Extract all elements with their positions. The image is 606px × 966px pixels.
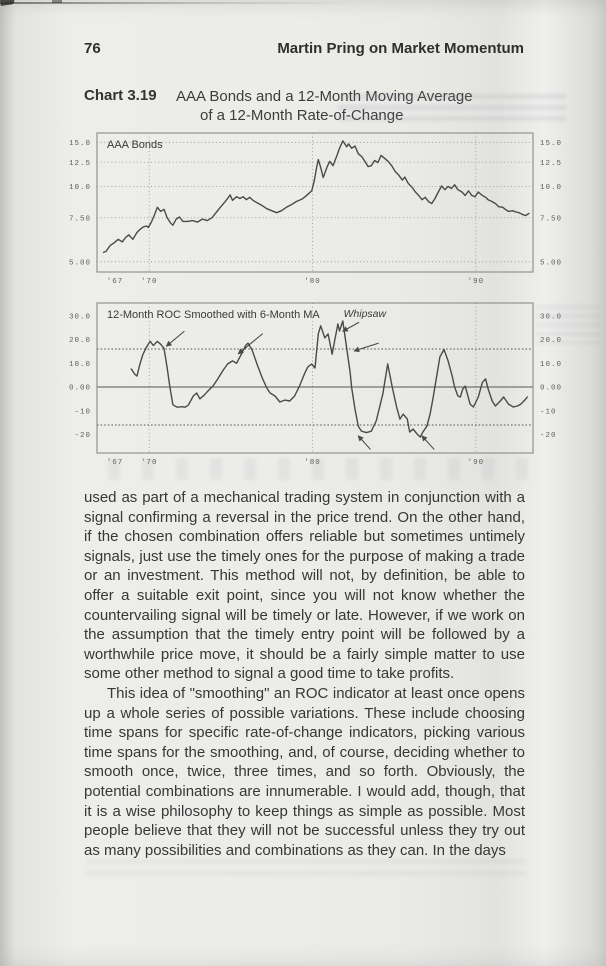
paragraph-1: used as part of a mechanical trading system in conjunction with a signal confirming a reversal in the price trend. On the other hand, if the chosen combination offers reliable but sometimes untimely signals, just use the timely ones for the purpose of making a trade or an investment. This method will not, by definition, be able to offer a suitable exit point, since you will not know whether the countervailing signal will be timely or late. However, if we work on the assumption that the timely entry point will be followed by a worthwhile price move, it should be a fairly simple matter to use some other method to signal a good time to take profits. — [84, 489, 525, 683]
svg-text:'80: '80 — [304, 459, 321, 467]
svg-text:30.0: 30.0 — [68, 313, 91, 322]
svg-text:12.5: 12.5 — [540, 159, 563, 168]
body-text — [84, 488, 525, 860]
svg-text:'67: '67 — [106, 278, 124, 286]
bleed-through-ghost — [86, 458, 536, 480]
svg-text:-10: -10 — [540, 408, 557, 417]
svg-text:10.0: 10.0 — [68, 360, 91, 369]
svg-text:20.0: 20.0 — [68, 337, 91, 346]
page-header — [84, 40, 524, 57]
svg-text:7.50: 7.50 — [540, 215, 563, 224]
svg-text:'90: '90 — [467, 459, 485, 467]
bleed-through-ghost — [536, 300, 602, 344]
svg-text:5.00: 5.00 — [540, 259, 563, 268]
figure-label: Chart 3.19 — [84, 87, 157, 104]
page-number: 76 — [84, 40, 101, 57]
svg-text:20.0: 20.0 — [540, 337, 563, 346]
svg-text:12.5: 12.5 — [68, 159, 91, 168]
svg-text:0.00: 0.00 — [68, 384, 91, 393]
roc-chart — [69, 303, 562, 467]
svg-text:0.00: 0.00 — [540, 384, 563, 393]
svg-text:30.0: 30.0 — [540, 313, 563, 322]
svg-text:AAA Bonds: AAA Bonds — [107, 139, 163, 151]
figure-caption — [176, 87, 473, 125]
scan-dash-artifact — [52, 0, 62, 3]
svg-text:10.0: 10.0 — [68, 184, 91, 193]
running-head: Martin Pring on Market Momentum — [277, 40, 524, 57]
svg-text:15.0: 15.0 — [540, 139, 563, 148]
figure-caption-line1: AAA Bonds and a 12-Month Moving Average — [176, 88, 473, 105]
svg-text:5.00: 5.00 — [68, 259, 91, 268]
svg-text:'80: '80 — [304, 278, 321, 286]
svg-text:10.0: 10.0 — [540, 184, 563, 193]
paragraph-2: This idea of "smoothing" an ROC indicator at least once opens up a whole series of possible variations. These include choosing time spans for specific rate-of-change indicators, picking various time spans for the smoothing, and, of course, deciding whether to smooth once, twice, three times, and so forth. Obviously, the potential combinations are innumerable. I would add, though, that it is a wise philosophy to keep things as simple as possible. Most people believe that they will not be successful unless they try out as many possibilities and combinations as they can. In the days — [84, 684, 525, 859]
svg-text:Whipsaw: Whipsaw — [343, 307, 387, 320]
svg-text:'67: '67 — [106, 459, 124, 467]
svg-text:-20: -20 — [74, 432, 91, 441]
svg-text:'90: '90 — [467, 278, 485, 286]
svg-text:10.0: 10.0 — [540, 360, 563, 369]
figure-caption-line2: of a 12-Month Rate-of-Change — [200, 107, 404, 124]
svg-text:'70: '70 — [140, 459, 158, 467]
svg-text:'70: '70 — [140, 278, 158, 286]
svg-text:12-Month ROC Smoothed with 6-M: 12-Month ROC Smoothed with 6-Month MA — [107, 309, 320, 321]
svg-text:7.50: 7.50 — [68, 215, 91, 224]
svg-text:-10: -10 — [74, 408, 91, 417]
bond-yield-chart — [69, 133, 562, 286]
svg-text:-20: -20 — [540, 432, 557, 441]
figure-title — [84, 87, 544, 125]
svg-text:15.0: 15.0 — [68, 139, 91, 148]
